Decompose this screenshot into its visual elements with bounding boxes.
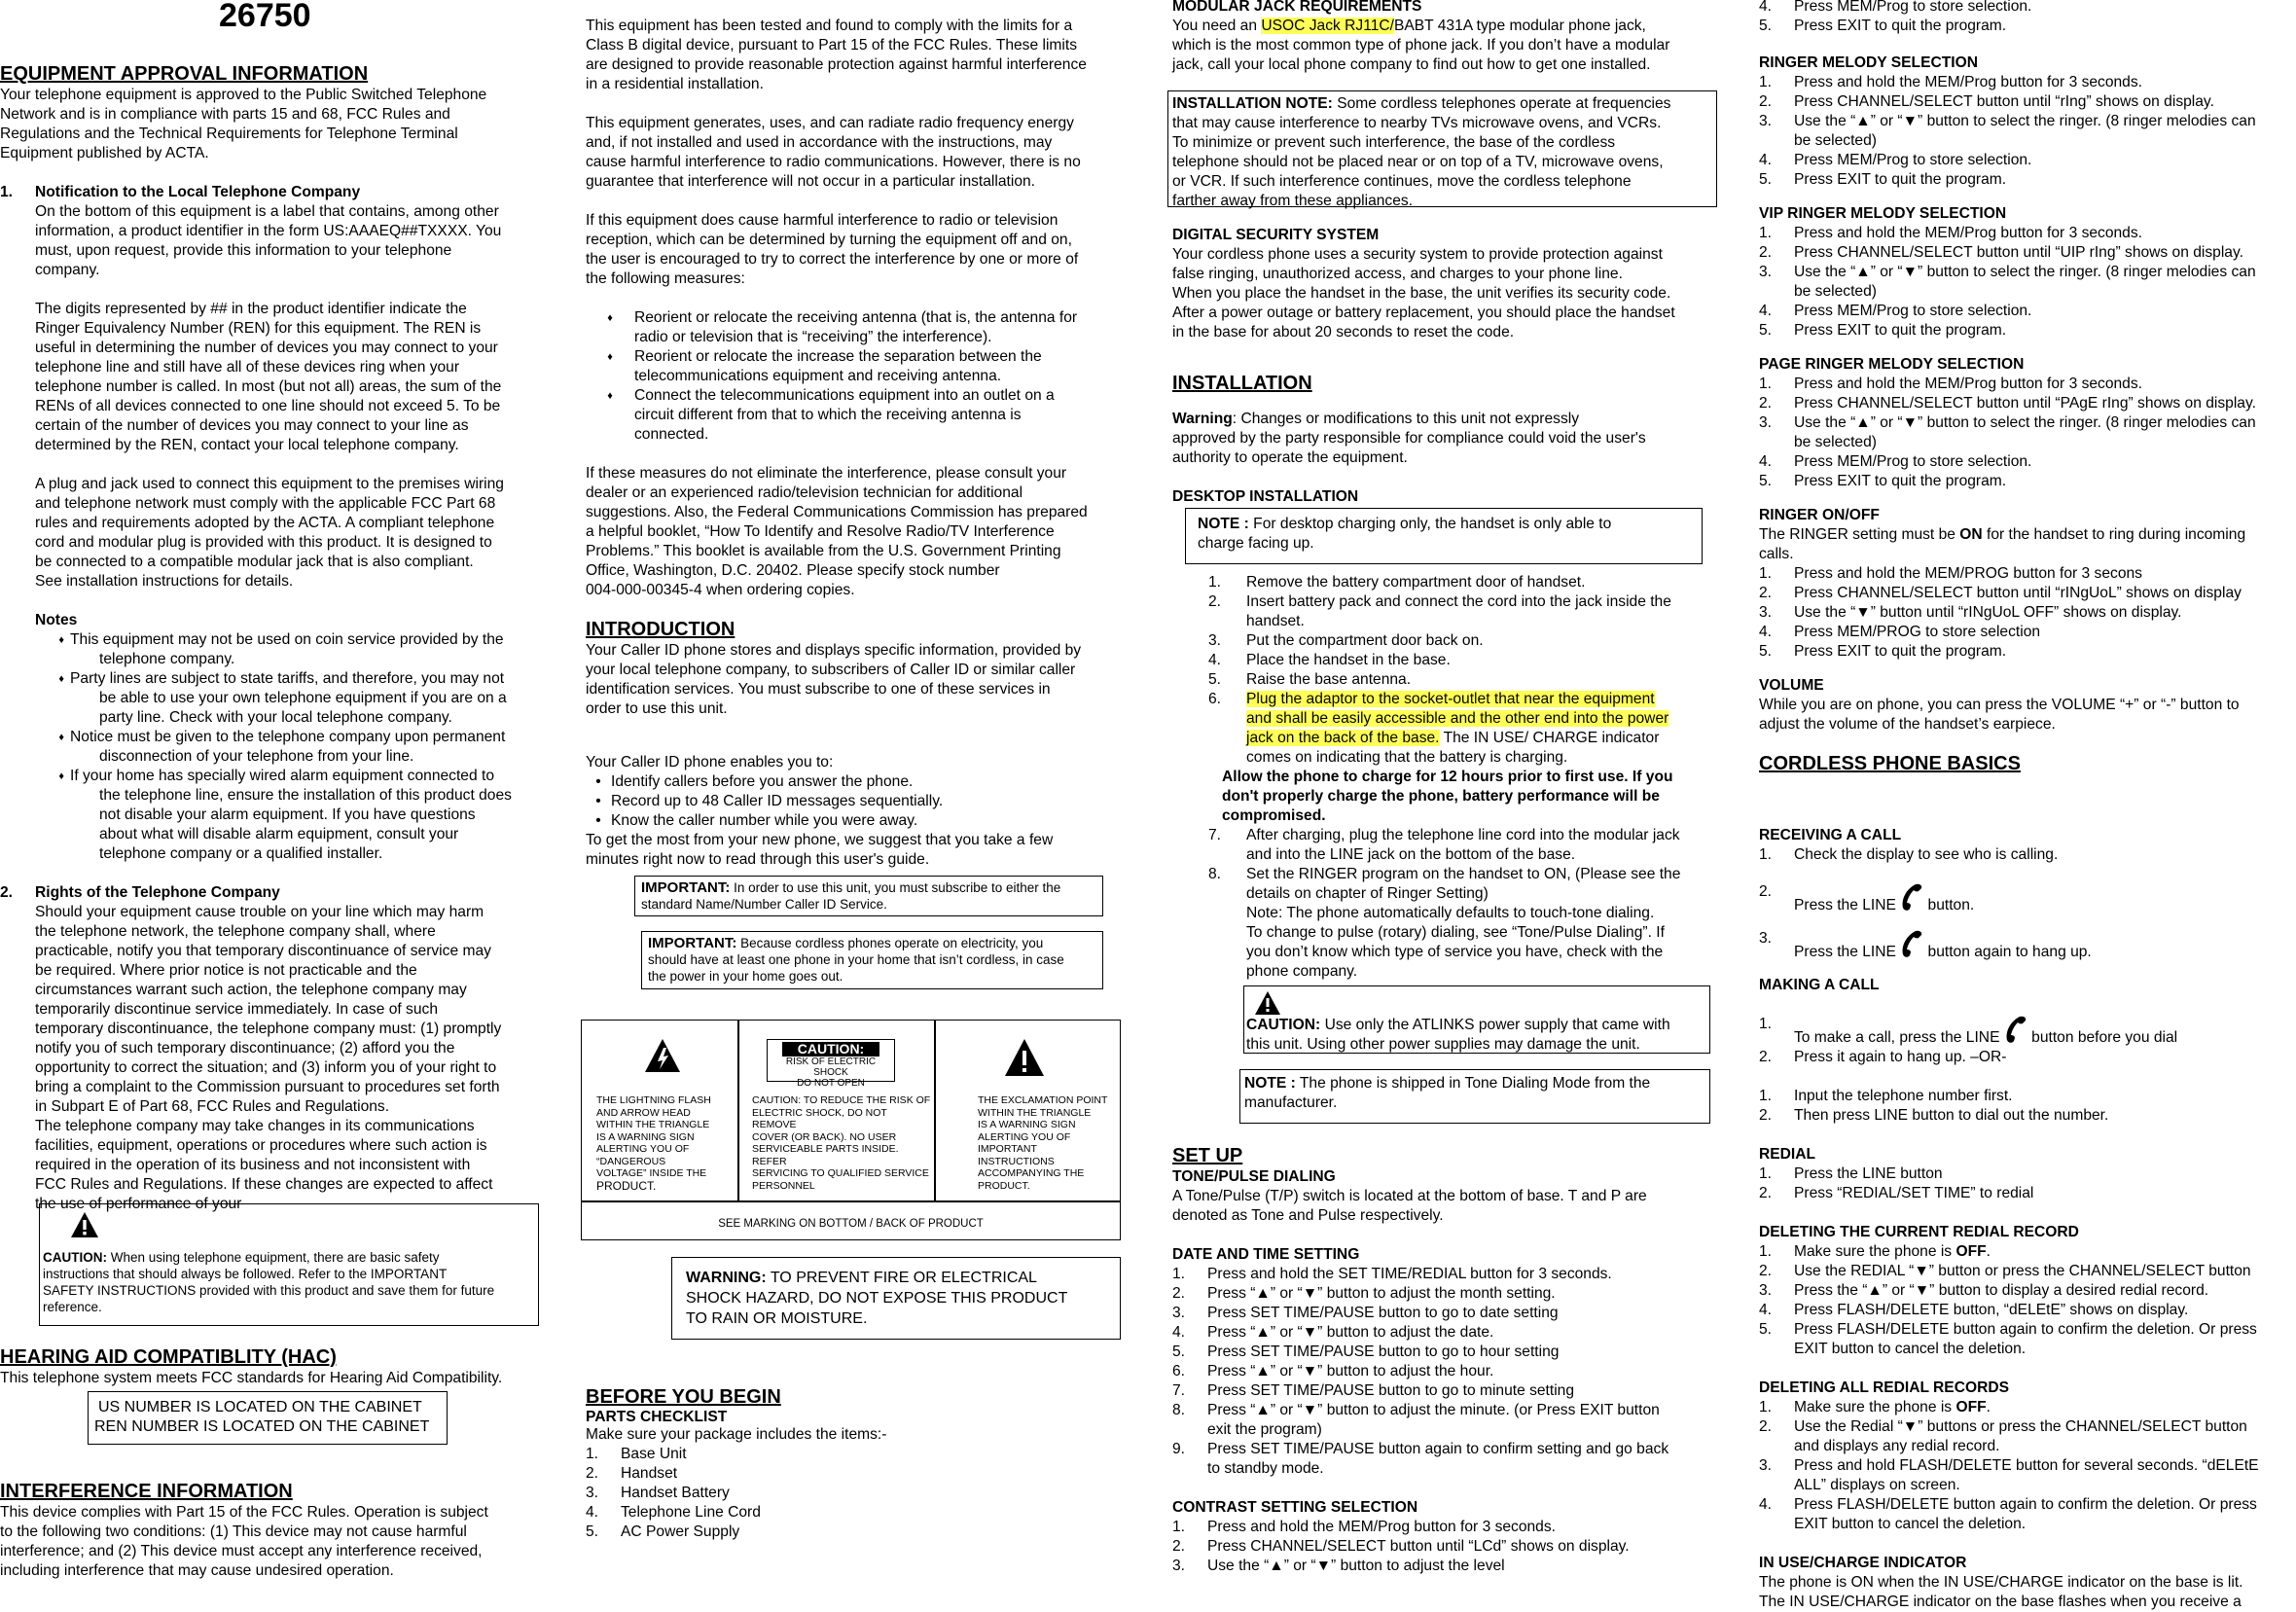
list-item: 9. Press SET TIME/PAUSE button again to confirm setting and go back to standby mode.	[1172, 1441, 1669, 1477]
list-item: 2. Press it again to hang up. –OR-	[1759, 1049, 2007, 1065]
list-item: 3. Press SET TIME/PAUSE button to go to date setting	[1172, 1305, 1559, 1321]
list-item: 1. To make a call, press the LINE button before you dial	[1759, 1016, 2178, 1046]
tone-pulse-title: TONE/PULSE DIALING	[1172, 1168, 1336, 1185]
list-item: 2. Handset	[586, 1465, 678, 1482]
list-item: • Identify callers before you answer the phone.	[595, 773, 914, 790]
interference-heading: INTERFERENCE INFORMATION	[0, 1481, 293, 1502]
list-item: 2. Press CHANNEL/SELECT button until “rINgUoL” shows on display	[1759, 585, 2242, 601]
list-item: 4. Place the handset in the base.	[1208, 652, 1451, 668]
marking-note: SEE MARKING ON BOTTOM / BACK OF PRODUCT	[718, 1218, 984, 1230]
caution-sign: CAUTION: RISK OF ELECTRIC SHOCK DO NOT OPEN	[767, 1039, 895, 1082]
introduction-text-2: To get the most from your new phone, we suggest that you take a few minutes right now to read through this user's guide.	[586, 832, 1054, 868]
list-item: 1. Press the LINE button	[1759, 1165, 1943, 1182]
list-item: ♦ Party lines are subject to state tariffs, and therefore, you may not be able to use your own telephone equipment if you are on a party line. Check with your local telephone company.	[58, 670, 507, 726]
list-item: ♦ Notice must be given to the telephone company upon permanent disconnection of your telephone from your line.	[58, 729, 506, 765]
notes-list	[0, 630, 545, 864]
list-item: 2. Press CHANNEL/SELECT button until “PAgE rIng” shows on display.	[1759, 395, 2256, 412]
tone-mode-note-box: NOTE : The phone is shipped in Tone Dialing Mode from the manufacturer.	[1239, 1069, 1710, 1124]
list-item: 6. Press “▲” or “▼” button to adjust the hour.	[1172, 1363, 1494, 1379]
security-title: DIGITAL SECURITY SYSTEM	[1172, 227, 1380, 243]
list-item: 6. Plug the adaptor to the socket-outlet that near the equipment and shall be easily accessible and the other end into the power jack on the back of the base. The IN USE/ CHARGE indicator comes on indicating that the battery is charging.	[1208, 691, 1669, 766]
equipment-approval-intro: Your telephone equipment is approved to the Public Switched Telephone Network and is in compliance with parts 15 and 68, FCC Rules and Regulations and the Technical Requirements for Telephone Terminal Equipment published by ACTA.	[0, 87, 487, 161]
power-caution-box: CAUTION: Use only the ATLINKS power supply that came with this unit. Using other power supplies may damage the unit.	[1243, 985, 1710, 1054]
list-item: • Record up to 48 Caller ID messages sequentially.	[595, 793, 944, 809]
important-box-2: IMPORTANT: Because cordless phones operate on electricity, you should have at least one phone in your home that isn’t cordless, in case the power in your home goes out.	[641, 931, 1103, 989]
fcc-paragraph-3: If this equipment does cause harmful interference to radio or television reception, which can be determined by turning the equipment off and on, the user is encouraged to try to correct the interference by one or more of the following measures:	[586, 212, 1079, 287]
list-item: 1. Press and hold the SET TIME/REDIAL button for 3 seconds.	[1172, 1266, 1612, 1282]
list-item: 3. Press the LINE button again to hang up.	[1759, 930, 2092, 960]
installation-heading: INSTALLATION	[1172, 373, 1312, 394]
redial-title: REDIAL	[1759, 1146, 1816, 1163]
list-item: 4. Press MEM/Prog to store selection.	[1759, 453, 2032, 470]
caution-symbols-table	[581, 1020, 1121, 1240]
list-item: ♦ Reorient or relocate the receiving antenna (that is, the antenna for radio or television that is “receiving” the interference).	[607, 309, 1078, 345]
list-item: 3. Use the “▲” or “▼” button to select the ringer. (8 ringer melodies can be selected)	[1759, 113, 2256, 149]
installation-note-box: INSTALLATION NOTE: Some cordless telephones operate at frequencies that may cause interference to nearby TVs microwave ovens, and VCRs. To minimize or prevent such interference, the base of the cordless telephone should not be placed near or on top of a TV, microwave ovens, or VCR. If such interference continues, move the cordless telephone farther away from these appliances.	[1167, 90, 1717, 207]
ringer-melody-title: RINGER MELODY SELECTION	[1759, 54, 1978, 71]
list-item: ♦ Reorient or relocate the increase the separation between the telecommunications equipment and receiving antenna.	[607, 348, 1042, 384]
interference-text: This device complies with Part 15 of the FCC Rules. Operation is subject to the following two conditions: (1) This device may not cause harmful interference; and (2) This device must accept any interference received, including interference that may cause undesired operation.	[0, 1504, 488, 1579]
ringer-onoff-steps	[1759, 564, 2296, 662]
exclamation-description: THE EXCLAMATION POINT WITHIN THE TRIANGLE IS A WARNING SIGN ALERTING YOU OF IMPORTANT INSTRUCTIONS ACCOMPANYING THE PRODUCT.	[978, 1094, 1108, 1192]
list-item: 2. Press CHANNEL/SELECT button until “LCd” shows on display.	[1172, 1538, 1630, 1555]
list-item: 5. Press EXIT to quit the program.	[1759, 322, 2007, 339]
notification-item: 1. Notification to the Local Telephone Company On the bottom of this equipment is a label that contains, among other information, a product identifier in the form US:AAAEQ##TXXXX. You must, upon request, provide this information to your telephone company. The digits represented by ## in the product identifier indicate the Ringer Equivalency Number (REN) for this equipment. The REN is useful in determining the number of devices you may connect to your telephone line and still have all of these devices ring when your telephone number is called. In most (but not all) areas, the sum of the RENs of all devices connected to one line should not exceed 5. To be certain of the number of devices you may connect to your line as determined by the REN, contact your local telephone company. A plug and jack used to connect this equipment to the premises wiring and telephone network must comply with the applicable FCC Part 68 rules and requirements adopted by the ACTA. A compliant telephone cord and modular plug is provided with this product. It is designed to be connected to a compatible modular jack that is also compliant. See installation instructions for details. Notes	[0, 183, 545, 630]
cordless-basics-heading: CORDLESS PHONE BASICS	[1759, 753, 2021, 774]
list-item: 3. Use the “▼” button until “rINgUoL OFF” shows on display.	[1759, 604, 2182, 621]
rights-item: 2. Rights of the Telephone Company Should your equipment cause trouble on your line which may harm the telephone network, the telephone company shall, where practicable, notify you that temporary discontinuance of service may be required. Where prior notice is not practicable and the circumstances warrant such action, the telephone company may temporarily discontinue service immediately. In case of such temporary discontinuance, the telephone company must: (1) promptly notify you of such temporary discontinuance; (2) afford you the opportunity to correct the situation; and (3) inform you of your right to bring a complaint to the Commission pursuant to procedures set forth in Subpart E of Part 68, FCC Rules and Regulations. The telephone company may take changes in its communications facilities, equipment, operations or procedures where such action is required in the operation of its business and not inconsistent with FCC Rules and Regulations. If these changes are expected to affect the use of performance of your	[0, 884, 502, 1212]
list-item: 5. Press EXIT to quit the program.	[1759, 643, 2007, 660]
warning-box: WARNING: TO PREVENT FIRE OR ELECTRICAL SHOCK HAZARD, DO NOT EXPOSE THIS PRODUCT TO RAIN OR MOISTURE.	[671, 1257, 1121, 1340]
list-item: 2. Use the REDIAL “▼” button or press the CHANNEL/SELECT button	[1759, 1263, 2251, 1279]
list-item: 3. Put the compartment door back on.	[1208, 632, 1484, 649]
list-item: 4. Press “▲” or “▼” button to adjust the date.	[1172, 1324, 1494, 1341]
fcc-paragraph-1: This equipment has been tested and found to comply with the limits for a Class B digital device, pursuant to Part 15 of the FCC Rules. These limits are designed to provide reasonable protection against harmful interference in a residential installation.	[586, 18, 1087, 92]
list-item: 4. Press MEM/Prog to store selection.	[1759, 152, 2032, 168]
contrast-steps-continued	[1759, 0, 2296, 36]
exclamation-warning-icon	[1003, 1037, 1046, 1078]
receiving-call-title: RECEIVING A CALL	[1759, 827, 1902, 843]
list-item: 3. Press and hold FLASH/DELETE button for several seconds. “dELEtE ALL” displays on screen.	[1759, 1457, 2259, 1493]
list-item: 8. Press “▲” or “▼” button to adjust the minute. (or Press EXIT button exit the program)	[1172, 1402, 1660, 1438]
ringer-melody-steps	[1759, 73, 2296, 190]
list-item: 7. Press SET TIME/PAUSE button to go to minute setting	[1172, 1382, 1575, 1399]
list-item: 5. Press FLASH/DELETE button again to confirm the deletion. Or press EXIT button to cancel the deletion.	[1759, 1321, 2257, 1357]
phone-handset-icon	[1900, 882, 1923, 912]
warning-icon	[69, 1210, 100, 1239]
measures-list	[586, 308, 1135, 445]
list-item: 5. Press SET TIME/PAUSE button to go to hour setting	[1172, 1343, 1560, 1360]
notes-title: Notes	[35, 612, 78, 628]
fcc-paragraph-2: This equipment generates, uses, and can radiate radio frequency energy and, if not installed and used in accordance with the instructions, may cause harmful interference to radio communications. However, there is no guarantee that interference will not occur in a particular installation.	[586, 115, 1081, 190]
list-item: 4. Press FLASH/DELETE button, “dELEtE” shows on display.	[1759, 1302, 2189, 1318]
lightning-description: THE LIGHTNING FLASH AND ARROW HEAD WITHIN THE TRIANGLE IS A WARNING SIGN ALERTING YOU OF “DANGEROUS VOLTAGE” INSIDE THE PRODUCT.	[596, 1094, 711, 1193]
parts-list	[586, 1445, 1130, 1542]
phone-handset-icon	[1900, 929, 1923, 958]
introduction-text: Your Caller ID phone stores and displays specific information, provided by your local telephone company, to subscribers of Caller ID or similar caller identification services. You must subscribe to one of these services in order to use this unit.	[586, 642, 1082, 717]
list-item: 2. Insert battery pack and connect the cord into the jack inside the handset.	[1208, 593, 1671, 629]
date-time-title: DATE AND TIME SETTING	[1172, 1246, 1360, 1263]
contrast-title: CONTRAST SETTING SELECTION	[1172, 1499, 1418, 1516]
list-item: 2. Press “REDIAL/SET TIME” to redial	[1759, 1185, 2034, 1201]
list-item: 2. Press CHANNEL/SELECT button until “rIng” shows on display.	[1759, 93, 2214, 110]
list-item: 1. Make sure the phone is OFF.	[1759, 1399, 1991, 1415]
delete-current-title: DELETING THE CURRENT REDIAL RECORD	[1759, 1224, 2079, 1240]
list-item: 5. Press EXIT to quit the program.	[1759, 473, 2007, 489]
list-item: 2. Press the LINE button.	[1759, 883, 1975, 913]
equipment-approval-heading: EQUIPMENT APPROVAL INFORMATION	[0, 63, 369, 85]
in-use-charge-title: IN USE/CHARGE INDICATOR	[1759, 1555, 1967, 1571]
list-item: ♦ Connect the telecommunications equipment into an outlet on a circuit different from that to which the receiving antenna is connected.	[607, 387, 1055, 443]
list-item: 4. Press MEM/Prog to store selection.	[1759, 0, 2032, 15]
hac-text: This telephone system meets FCC standards for Hearing Aid Compatibility.	[0, 1370, 503, 1386]
delete-all-title: DELETING ALL REDIAL RECORDS	[1759, 1379, 2010, 1396]
list-item: 2. Press CHANNEL/SELECT button until “UIP rIng” shows on display.	[1759, 244, 2243, 261]
important-box-1: IMPORTANT: In order to use this unit, you must subscribe to either the standard Name/Number Caller ID Service.	[634, 876, 1103, 916]
modular-jack-title: MODULAR JACK REQUIREMENTS	[1172, 0, 1422, 15]
vip-ringer-title: VIP RINGER MELODY SELECTION	[1759, 205, 2007, 222]
list-item: 7. After charging, plug the telephone line cord into the modular jack and into the LINE jack on the bottom of the base.	[1208, 827, 1680, 863]
list-item: 1. Make sure the phone is OFF.	[1759, 1243, 1991, 1260]
hac-heading: HEARING AID COMPATIBLITY (HAC)	[0, 1346, 337, 1368]
page-ringer-steps	[1759, 375, 2296, 491]
fcc-paragraph-4: If these measures do not eliminate the interference, please consult your dealer or an experienced radio/television technician for additional suggestions. Also, the Federal Communications Commission has prepared a helpful booklet, “How To Identify and Resolve Radio/TV Interference Problems.” This booklet is available from the U.S. Government Printing Office, Washington, D.C. 20402. Please specify stock number 004-000-00345-4 when ordering copies.	[586, 465, 1088, 598]
setup-heading: SET UP	[1172, 1145, 1243, 1166]
list-item: 3. Press the “▲” or “▼” button to display a desired redial record.	[1759, 1282, 2209, 1299]
security-text: Your cordless phone uses a security system to provide protection against false ringing, unauthorized access, and charges to your phone line. When you place the handset in the base, the unit verifies its security code. After a power outage or battery replacement, you should place the handset in the base for about 20 seconds to reset the code.	[1172, 246, 1675, 340]
list-item: 2. Then press LINE button to dial out the number.	[1759, 1107, 2109, 1124]
list-item: 4. Telephone Line Cord	[586, 1504, 761, 1521]
list-item: 4. Press MEM/Prog to store selection.	[1759, 303, 2032, 319]
desktop-steps	[1172, 573, 1722, 982]
list-item: 5. Press EXIT to quit the program.	[1759, 171, 2007, 188]
desktop-installation-title: DESKTOP INSTALLATION	[1172, 488, 1359, 505]
warning-icon	[1254, 990, 1281, 1016]
enables-text: Your Caller ID phone enables you to:	[586, 754, 834, 770]
list-item: 2. Press “▲” or “▼” button to adjust the month setting.	[1172, 1285, 1556, 1302]
charge-note: Allow the phone to charge for 12 hours prior to first use. If you don't properly charge the phone, battery performance will be compromised.	[1222, 769, 1673, 824]
contrast-steps	[1172, 1518, 1722, 1576]
list-item: 4. Press FLASH/DELETE button again to confirm the deletion. Or press EXIT button to cancel the deletion.	[1759, 1496, 2257, 1532]
page-ringer-title: PAGE RINGER MELODY SELECTION	[1759, 356, 2025, 373]
list-item: 1. Remove the battery compartment door of handset.	[1208, 574, 1586, 591]
caution-description: CAUTION: TO REDUCE THE RISK OF ELECTRIC SHOCK, DO NOT REMOVE COVER (OR BACK). NO USER SERVICEABLE PARTS INSIDE. REFER SERVICING TO QUALIFIED SERVICE PERSONNEL	[752, 1094, 931, 1192]
list-item: 5. AC Power Supply	[586, 1523, 740, 1540]
lightning-warning-icon	[643, 1037, 682, 1074]
list-item: 1. Press and hold the MEM/Prog button for 3 seconds.	[1759, 74, 2142, 90]
list-item: 1. Press and hold the MEM/Prog button for 3 seconds.	[1172, 1519, 1556, 1535]
list-item: 3. Use the “▲” or “▼” button to select the ringer. (8 ringer melodies can be selected)	[1759, 414, 2256, 450]
ringer-onoff-title: RINGER ON/OFF	[1759, 507, 1880, 523]
list-item: 1. Press and hold the MEM/Prog button for 3 seconds.	[1759, 225, 2142, 241]
date-time-steps	[1172, 1265, 1722, 1479]
list-item: ♦ This equipment may not be used on coin service provided by the telephone company.	[58, 631, 504, 667]
before-you-begin-heading: BEFORE YOU BEGIN	[586, 1386, 781, 1408]
list-item: • Know the caller number while you were away.	[595, 812, 918, 829]
list-item: 1. Input the telephone number first.	[1759, 1088, 2013, 1104]
parts-checklist-title: PARTS CHECKLIST	[586, 1409, 728, 1425]
introduction-heading: INTRODUCTION	[586, 619, 735, 640]
phone-handset-icon	[2004, 1015, 2027, 1044]
making-call-title: MAKING A CALL	[1759, 977, 1880, 993]
list-item: 3. Handset Battery	[586, 1485, 730, 1501]
features-list	[586, 772, 1135, 831]
list-item: 1. Check the display to see who is calling.	[1759, 846, 2059, 863]
list-item: 2. Use the Redial “▼” buttons or press the CHANNEL/SELECT button and displays any redial record.	[1759, 1418, 2247, 1454]
list-item: 1. Press and hold the MEM/Prog button for 3 seconds.	[1759, 376, 2142, 392]
vip-ringer-steps	[1759, 224, 2296, 340]
list-item: 5. Raise the base antenna.	[1208, 671, 1412, 688]
list-item: 1. Base Unit	[586, 1446, 687, 1462]
desktop-note-box: NOTE : For desktop charging only, the handset is only able to charge facing up.	[1185, 508, 1703, 564]
list-item: 1. Press and hold the MEM/PROG button for 3 secons	[1759, 565, 2142, 582]
list-item: 8. Set the RINGER program on the handset to ON, (Please see the details on chapter of Ringer Setting) Note: The phone automatically defaults to touch-tone dialing. To change to pulse (rotary) dialing, see “Tone/Pulse Dialing”. If you don’t know which type of service you have, check with the phone company.	[1208, 866, 1681, 980]
hac-box: US NUMBER IS LOCATED ON THE CABINET REN NUMBER IS LOCATED ON THE CABINET	[88, 1391, 448, 1445]
list-item: 3. Use the “▲” or “▼” button to select the ringer. (8 ringer melodies can be selected)	[1759, 264, 2256, 300]
caution-box: CAUTION: When using telephone equipment, there are basic safety instructions that should always be followed. Refer to the IMPORTANT SAFETY INSTRUCTIONS provided with this product and save them for future reference.	[39, 1203, 539, 1326]
list-item: 4. Press MEM/PROG to store selection	[1759, 624, 2041, 640]
list-item: 3. Use the “▲” or “▼” button to adjust the level	[1172, 1558, 1505, 1574]
volume-title: VOLUME	[1759, 677, 1824, 694]
list-item: ♦ If your home has specially wired alarm equipment connected to the telephone line, ensure the installation of this product does not disable your alarm equipment. If you have questions about what will disable alarm equipment, consult your telephone company or a qualified installer.	[58, 768, 512, 862]
document-number: 26750	[219, 0, 311, 34]
list-item: 5. Press EXIT to quit the program.	[1759, 18, 2007, 34]
